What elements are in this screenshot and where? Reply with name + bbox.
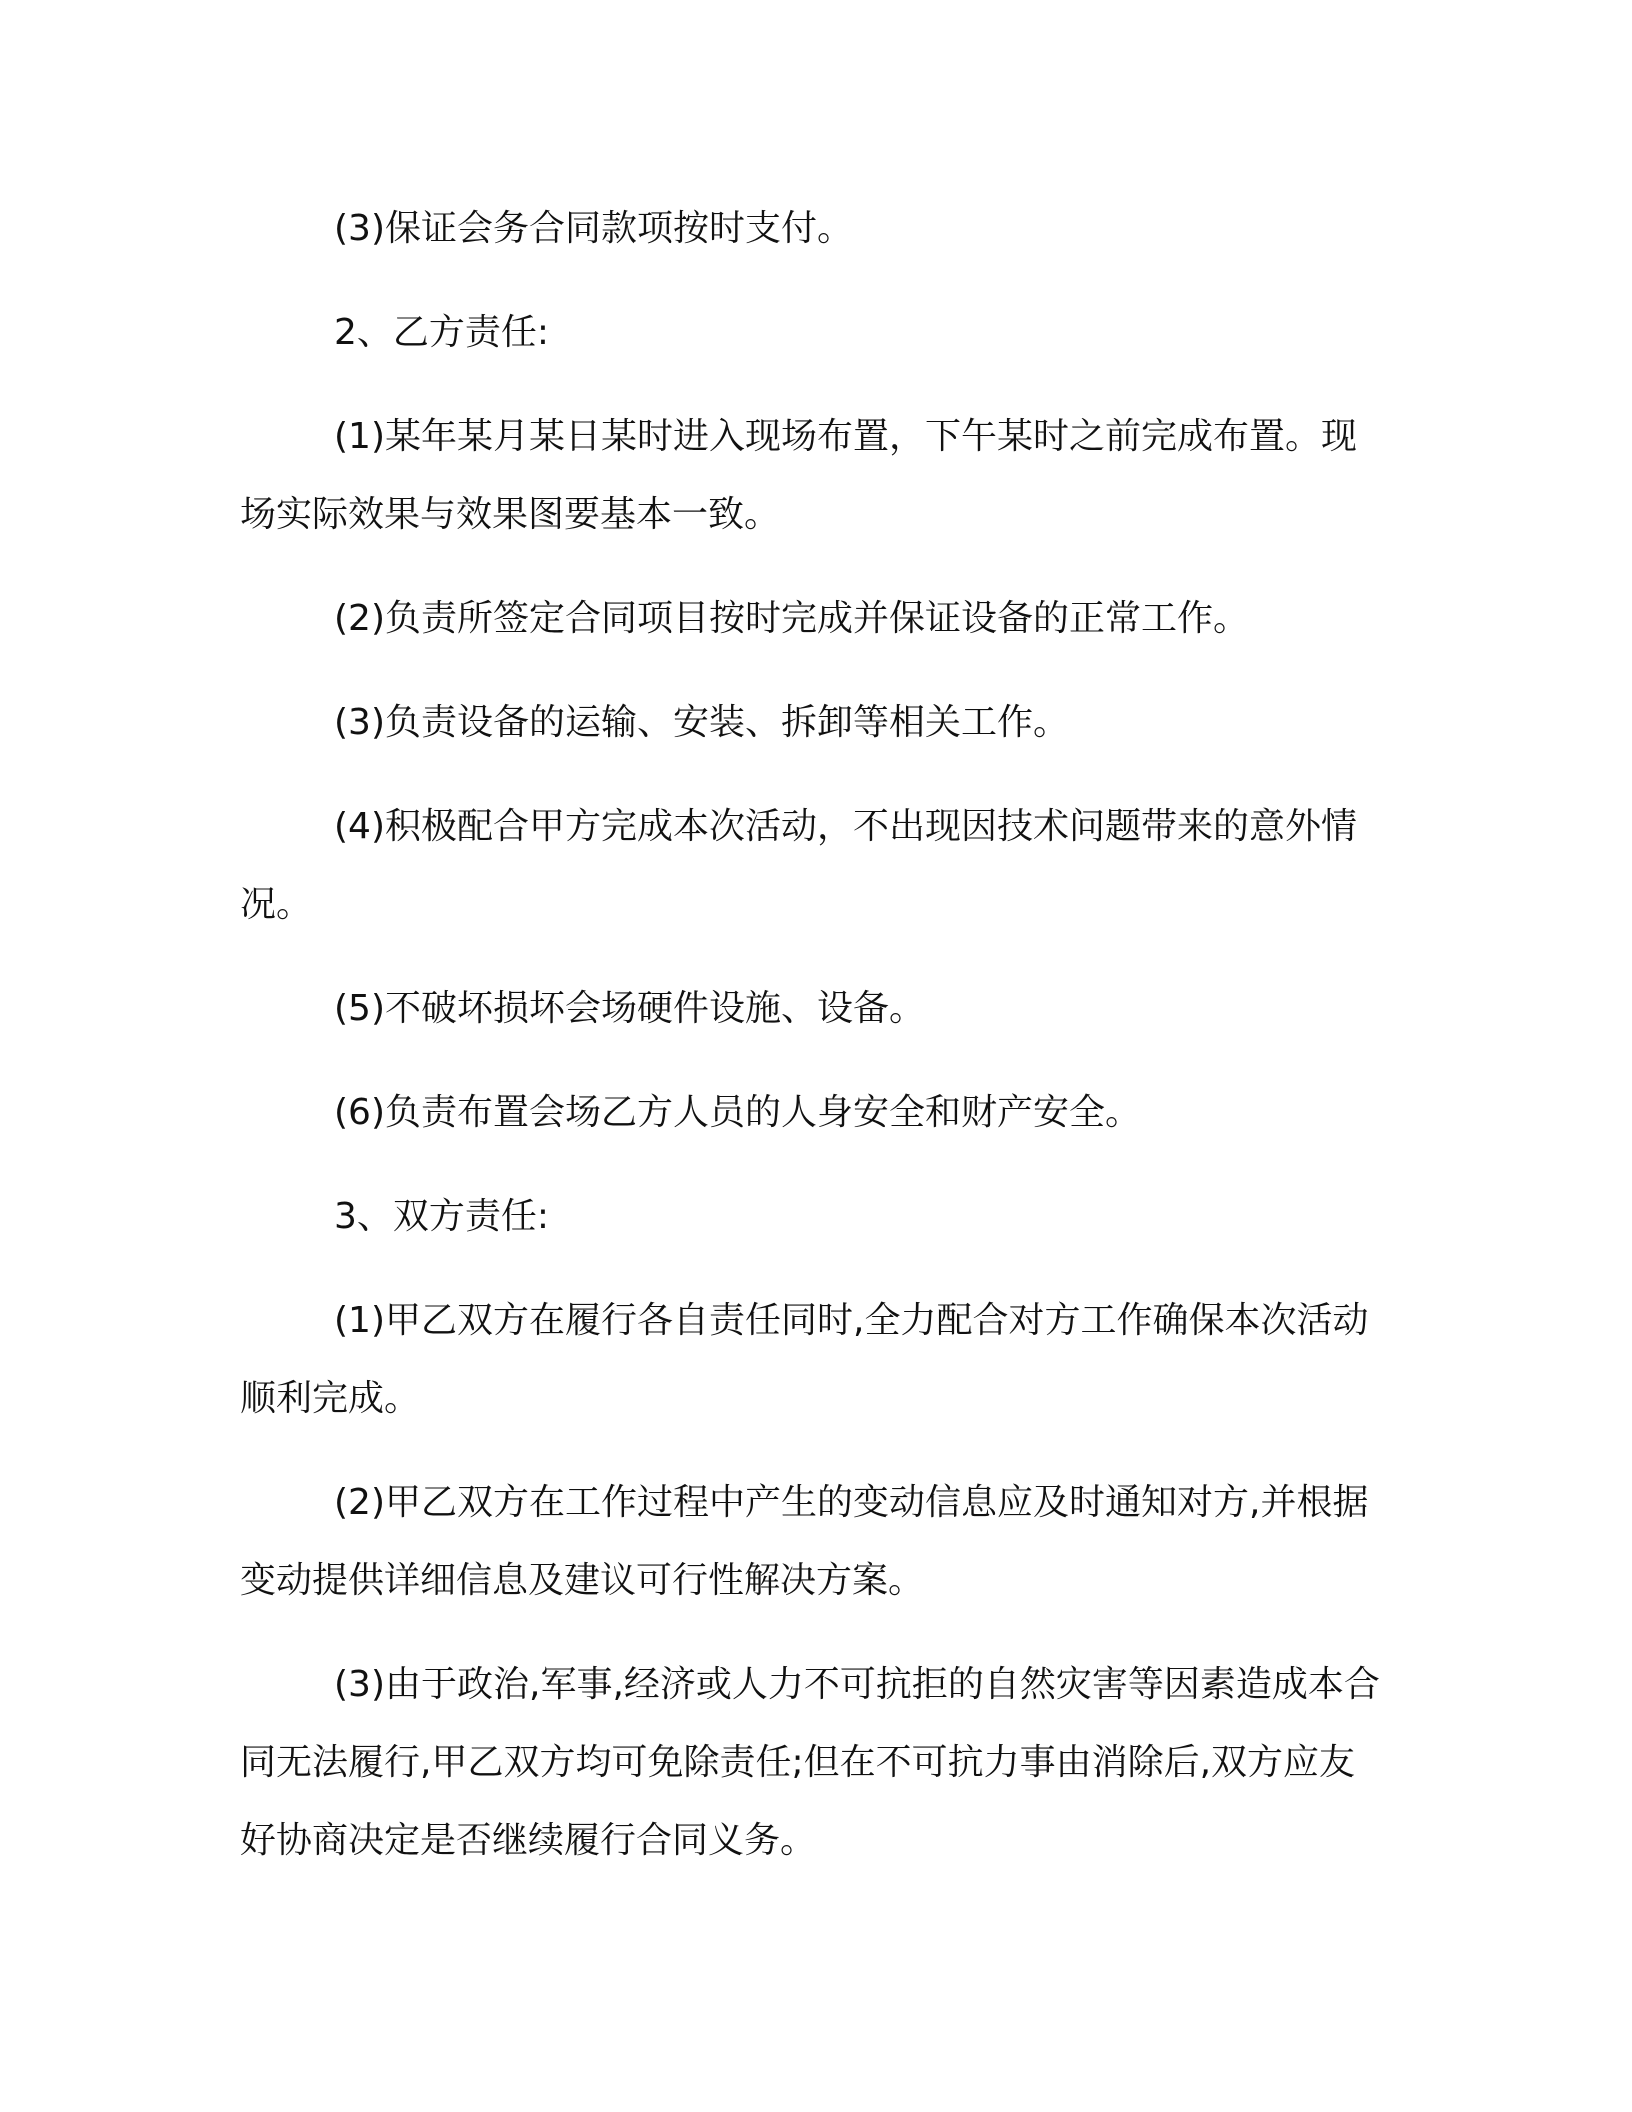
paragraph-b-3-transport: (3)负责设备的运输、安装、拆卸等相关工作。: [334, 702, 1069, 743]
paragraph-b-4-cooperation: (4)积极配合甲方完成本次活动，不出现因技术问题带来的意外情况。: [240, 806, 1357, 925]
document-body: [240, 190, 1390, 1880]
paragraph-payment-guarantee: (3)保证会务合同款项按时支付。: [334, 208, 853, 249]
paragraph-b-6-safety: (6)负责布置会场乙方人员的人身安全和财产安全。: [334, 1092, 1141, 1133]
paragraph-b-1-setup: (1)某年某月某日某时进入现场布置，下午某时之前完成布置。现场实际效果与效果图要基本一致。: [240, 416, 1357, 535]
paragraph-b-5-no-damage: (5)不破坏损坏会场硬件设施、设备。: [334, 988, 925, 1029]
paragraph-both-2-change-notice: (2)甲乙双方在工作过程中产生的变动信息应及时通知对方,并根据变动提供详细信息及建议可行性解决方案。: [240, 1482, 1369, 1601]
heading-party-b-responsibilities: 2、乙方责任:: [334, 312, 550, 353]
heading-both-parties-responsibilities: 3、双方责任:: [334, 1196, 550, 1237]
paragraph-both-1-cooperation: (1)甲乙双方在履行各自责任同时,全力配合对方工作确保本次活动顺利完成。: [240, 1300, 1369, 1419]
paragraph-both-3-force-majeure: (3)由于政治,军事,经济或人力不可抗拒的自然灾害等因素造成本合同无法履行,甲乙双方均可免除责任;但在不可抗力事由消除后,双方应友好协商决定是否继续履行合同义务。: [240, 1664, 1380, 1861]
paragraph-b-2-contract-items: (2)负责所签定合同项目按时完成并保证设备的正常工作。: [334, 598, 1249, 639]
